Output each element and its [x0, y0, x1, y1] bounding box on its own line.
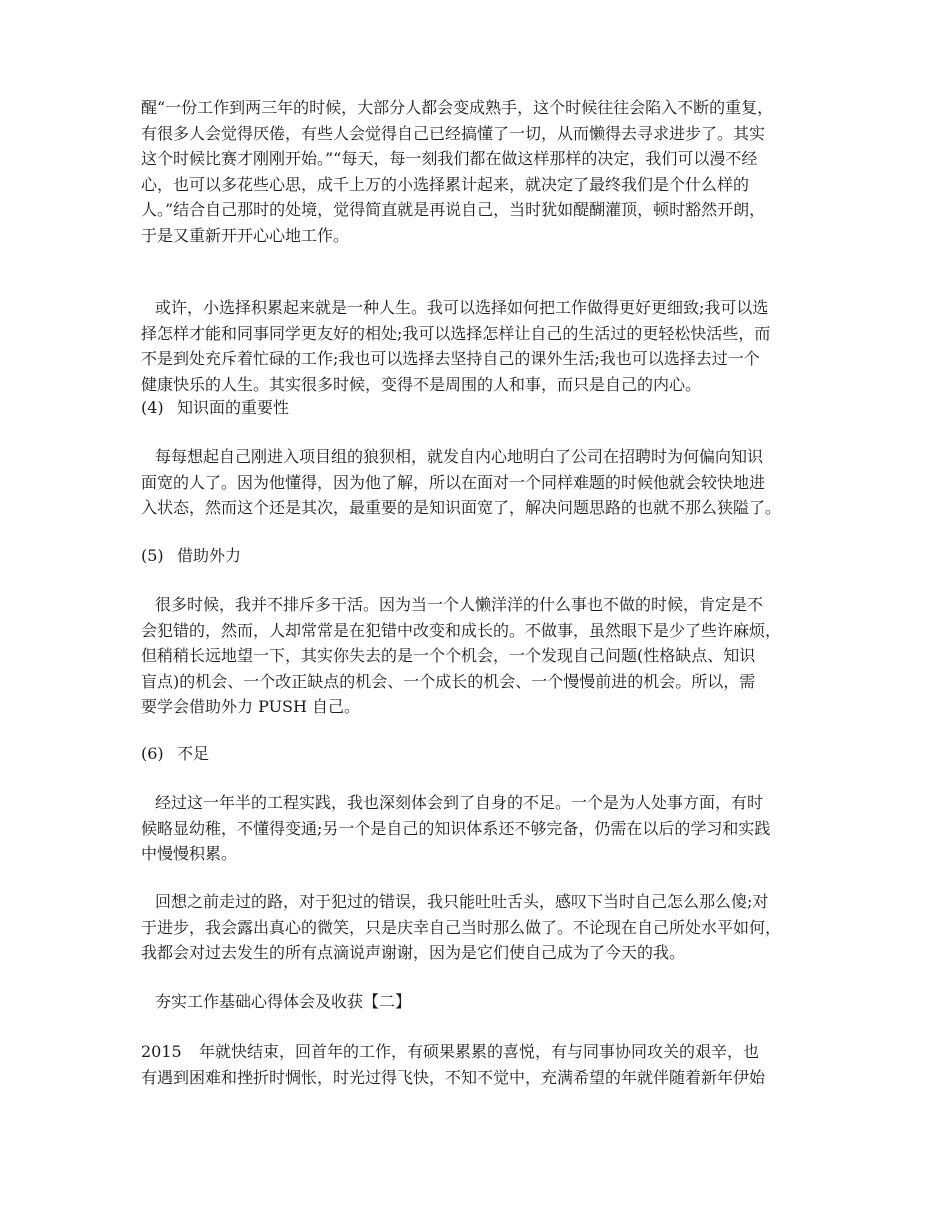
- heading-title: 借助外力: [177, 546, 242, 565]
- paragraph-line: 回想之前走过的路，对于犯过的错误，我只能吐吐舌头，感叹下当时自己怎么那么傻;对: [155, 892, 769, 911]
- paragraph-line: 或许，小选择积累起来就是一种人生。我可以选择如何把工作做得更好更细致;我可以选: [155, 298, 769, 317]
- paragraph-line: 要学会借助外力 PUSH 自己。: [141, 697, 361, 717]
- paragraph-line: 有很多人会觉得厌倦，有些人会觉得自己已经搞懂了一切，从而懒得去寻求进步了。其实: [141, 123, 766, 143]
- section-title: 夯实工作基础心得体会及收获【二】: [155, 992, 412, 1011]
- heading-number: (6): [141, 744, 164, 763]
- paragraph-line: 健康快乐的人生。其实很多时候，变得不是周围的人和事，而只是自己的内心。: [141, 374, 702, 394]
- paragraph-line: 每每想起自己刚进入项目组的狼狈相，就发自内心地明白了公司在招聘时为何偏向知识: [155, 447, 764, 466]
- paragraph-line: 于是又重新开开心心地工作。: [141, 225, 350, 245]
- paragraph-line: 心，也可以多花些心思，成千上万的小选择累计起来，就决定了最终我们是个什么样的: [141, 174, 750, 194]
- paragraph-line: 我都会对过去发生的所有点滴说声谢谢，因为是它们使自己成为了今天的我。: [141, 943, 686, 963]
- paragraph-line: 有遇到困难和挫折时惆怅，时光过得飞快，不知不觉中，充满希望的年就伴随着新年伊始: [141, 1067, 766, 1087]
- heading-4: [141, 395, 831, 421]
- paragraph-line: 盲点)的机会、一个改正缺点的机会、一个成长的机会、一个慢慢前进的机会。所以，需: [141, 671, 756, 691]
- paragraph-line: 入状态，然而这个还是其次，最重要的是知识面宽了，解决问题思路的也就不那么狭隘了。: [141, 498, 782, 518]
- year-label: 2015: [141, 1042, 182, 1061]
- paragraph-line: 于进步，我会露出真心的微笑，只是庆幸自己当时那么做了。不论现在自己所处水平如何，: [141, 917, 782, 937]
- paragraph-line: 候略显幼稚，不懂得变通;另一个是自己的知识体系还不够完备，仍需在以后的学习和实践: [141, 818, 771, 838]
- paragraph-line: 会犯错的，然而，人却常常是在犯错中改变和成长的。不做事，虽然眼下是少了些许麻烦，: [141, 620, 782, 640]
- paragraph-line: 不是到处充斥着忙碌的工作;我也可以选择去坚持自己的课外生活;我也可以选择去过一个: [141, 349, 760, 369]
- paragraph-line: 这个时候比赛才刚刚开始。”“每天，每一刻我们都在做这样那样的决定，我们可以漫不经: [141, 149, 758, 169]
- paragraph-6: [141, 889, 831, 966]
- paragraph-line: 中慢慢积累。: [141, 844, 238, 864]
- paragraph-1: [141, 95, 831, 249]
- paragraph-3: [141, 444, 831, 521]
- paragraph-4: [141, 592, 831, 720]
- heading-title: 不足: [177, 744, 210, 763]
- paragraph-2: [141, 295, 831, 397]
- paragraph-line: 但稍稍长远地望一下，其实你失去的是一个个机会，一个发现自己问题(性格缺点、知识: [141, 646, 756, 666]
- paragraph-line: 很多时候，我并不排斥多干活。因为当一个人懒洋洋的什么事也不做的时候，肯定是不: [155, 595, 764, 614]
- heading-title: 知识面的重要性: [177, 398, 290, 417]
- paragraph-line: 面宽的人了。因为他懂得，因为他了解，所以在面对一个同样难题的时候他就会较快地进: [141, 472, 766, 492]
- paragraph-5: [141, 790, 831, 867]
- paragraph-7: [141, 1039, 831, 1090]
- paragraph-line: 醒“一份工作到两三年的时候，大部分人都会变成熟手，这个时候往往会陷入不断的重复，: [141, 98, 774, 117]
- heading-6: [141, 741, 831, 767]
- paragraph-line: 年就快结束，回首年的工作，有硕果累累的喜悦，有与同事协同攻关的艰辛，也: [199, 1042, 760, 1061]
- section-title-block: [141, 989, 831, 1015]
- heading-number: (5): [141, 546, 164, 565]
- heading-5: [141, 543, 831, 569]
- paragraph-line: 择怎样才能和同事同学更友好的相处;我可以选择怎样让自己的生活过的更轻松快活些，而: [141, 323, 771, 343]
- paragraph-line: 经过这一年半的工程实践，我也深刻体会到了自身的不足。一个是为人处事方面，有时: [155, 793, 764, 812]
- heading-number: (4): [141, 398, 164, 417]
- paragraph-line: 人。”结合自己那时的处境，觉得简直就是再说自己，当时犹如醍醐灌顶，顿时豁然开朗，: [141, 200, 766, 220]
